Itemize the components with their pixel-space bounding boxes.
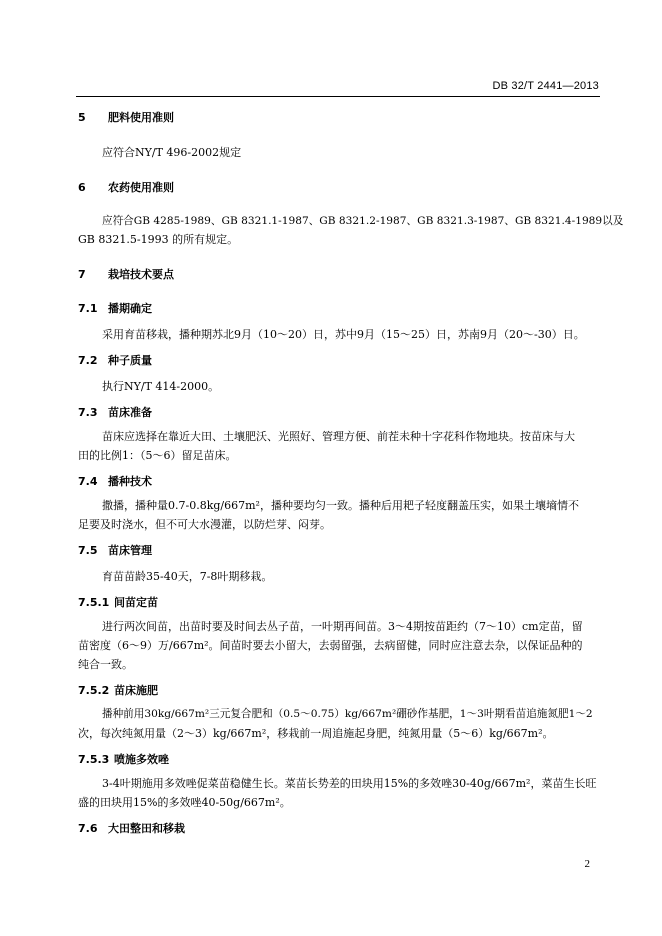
section-number: 7.5 bbox=[78, 544, 98, 557]
section-6-text-line2: GB 8321.5-1993 的所有规定。 bbox=[78, 233, 239, 246]
section-7-5-1-text-line3: 纯合一致。 bbox=[78, 658, 133, 671]
section-7-3-heading bbox=[78, 404, 152, 420]
section-7-heading bbox=[78, 266, 174, 282]
section-title: 播种技术 bbox=[108, 475, 152, 488]
section-6-text-line1: 应符合GB 4285-1989、GB 8321.1-1987、GB 8321.2-1987、GB 8321.3-1987、GB 8321.4-1989以及 bbox=[102, 215, 624, 227]
section-title: 大田整田和移栽 bbox=[108, 822, 185, 835]
section-7-5-heading bbox=[78, 542, 152, 558]
section-number: 6 bbox=[78, 181, 86, 194]
section-title: 栽培技术要点 bbox=[108, 268, 174, 281]
section-7-5-2-text-line1: 播种前用30kg/667m²三元复合肥和（0.5～0.75）kg/667m²硼砂作基肥，1～3叶期看苗追施氮肥1～2 bbox=[102, 708, 593, 720]
section-number: 7.6 bbox=[78, 822, 98, 835]
section-number: 7 bbox=[78, 268, 86, 281]
section-7-5-1-text-line1: 进行两次间苗，出苗时要及时间去丛子苗，一叶期再间苗。3～4期按苗距约（7～10）cm定苗，留 bbox=[102, 620, 583, 633]
section-title: 苗床施肥 bbox=[114, 684, 158, 697]
section-7-5-3-heading bbox=[78, 751, 169, 767]
section-7-3-text-line1: 苗床应选择在靠近大田、土壤肥沃、光照好、管理方便、前茬未种十字花科作物地块。按苗床与大 bbox=[102, 430, 575, 443]
section-title: 苗床准备 bbox=[108, 406, 152, 419]
section-title: 喷施多效唑 bbox=[114, 753, 169, 766]
section-7-2-text: 执行NY/T 414-2000。 bbox=[102, 380, 220, 393]
section-7-4-text-line2: 足要及时浇水，但不可大水漫灌，以防烂芽、闷芽。 bbox=[78, 518, 331, 531]
section-title: 肥料使用准则 bbox=[108, 111, 174, 124]
section-7-4-heading bbox=[78, 473, 152, 489]
section-number: 7.4 bbox=[78, 475, 98, 488]
section-7-2-heading bbox=[78, 352, 152, 368]
section-number: 7.5.3 bbox=[78, 753, 110, 766]
section-7-3-text-line2: 田的比例1：（5～6）留足苗床。 bbox=[78, 449, 237, 462]
section-7-5-3-text-line2: 盛的田块用15%的多效唑40-50g/667m²。 bbox=[78, 796, 291, 809]
section-number: 7.5.1 bbox=[78, 596, 110, 609]
section-5-text: 应符合NY/T 496-2002规定 bbox=[102, 146, 242, 159]
section-6-heading bbox=[78, 179, 174, 195]
section-7-5-text: 育苗苗龄35-40天，7-8叶期移栽。 bbox=[102, 570, 273, 583]
section-7-5-1-heading bbox=[78, 594, 158, 610]
page-number: 2 bbox=[584, 858, 590, 870]
section-number: 5 bbox=[78, 111, 86, 124]
section-title: 农药使用准则 bbox=[108, 181, 174, 194]
section-5-heading bbox=[78, 109, 174, 125]
section-7-6-heading bbox=[78, 820, 185, 836]
section-7-5-2-text-line2: 次，每次纯氮用量（2～3）kg/667m²，移栽前一周追施起身肥，纯氮用量（5～6）kg/667m²。 bbox=[78, 727, 554, 740]
section-number: 7.1 bbox=[78, 302, 98, 315]
section-7-5-3-text-line1: 3-4叶期施用多效唑促菜苗稳健生长。菜苗长势差的田块用15%的多效唑30-40g/667m²，菜苗生长旺 bbox=[102, 777, 597, 790]
section-7-1-heading bbox=[78, 300, 152, 316]
section-7-4-text-line1: 撒播，播种量0.7-0.8kg/667m²，播种要均匀一致。播种后用耙子轻度翻盖压实，如果土壤墒情不 bbox=[102, 499, 579, 512]
section-7-5-2-heading bbox=[78, 682, 158, 698]
section-7-1-text: 采用育苗移栽，播种期苏北9月（10～20）日，苏中9月（15～25）日，苏南9月（20～-30）日。 bbox=[102, 328, 585, 341]
section-number: 7.3 bbox=[78, 406, 98, 419]
section-number: 7.5.2 bbox=[78, 684, 110, 697]
section-title: 苗床管理 bbox=[108, 544, 152, 557]
section-title: 播期确定 bbox=[108, 302, 152, 315]
section-title: 间苗定苗 bbox=[114, 596, 158, 609]
section-7-5-1-text-line2: 苗密度（6～9）万/667m²。间苗时要去小留大，去弱留强，去病留健，同时应注意去杂，以保证品种的 bbox=[78, 639, 583, 652]
section-title: 种子质量 bbox=[108, 354, 152, 367]
section-number: 7.2 bbox=[78, 354, 98, 367]
document-code: DB 32/T 2441—2013 bbox=[492, 80, 599, 92]
